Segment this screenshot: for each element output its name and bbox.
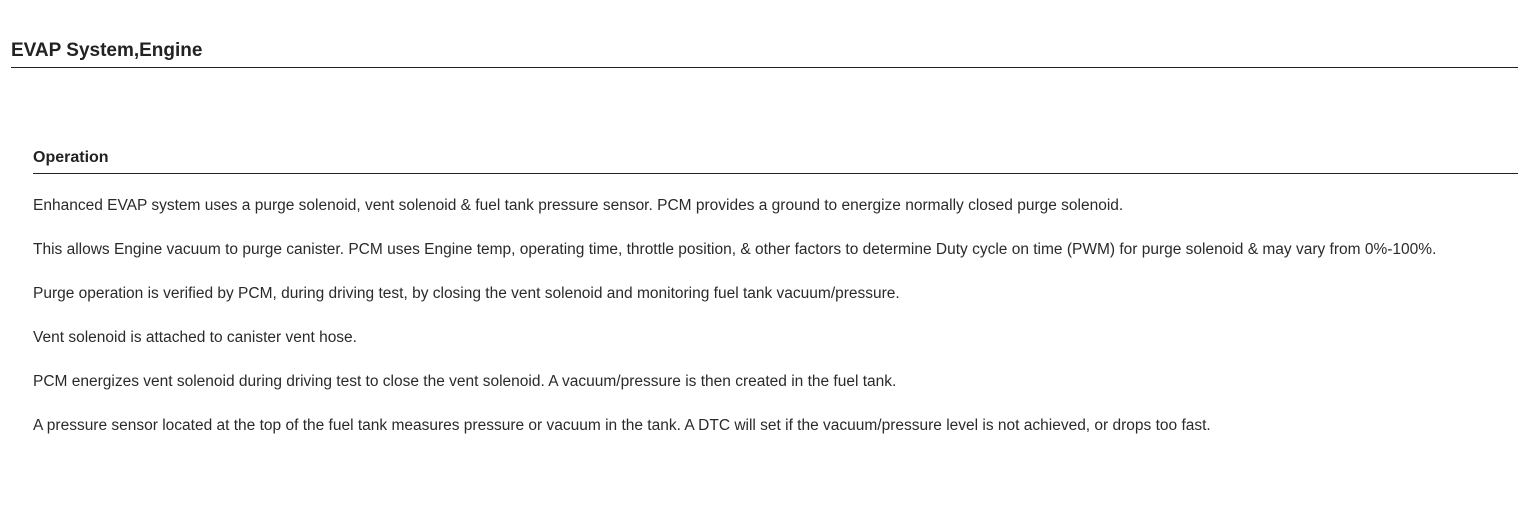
- paragraph-list: [33, 193, 1518, 439]
- operation-section: [33, 145, 1518, 457]
- paragraph-purge-solenoid: Enhanced EVAP system uses a purge solenoid, vent solenoid & fuel tank pressure sensor. PCM provides a ground to energize normally closed purge solenoid.: [33, 197, 1124, 214]
- section-title: Operation: [33, 149, 109, 166]
- paragraph-vent-energize: PCM energizes vent solenoid during driving test to close the vent solenoid. A vacuum/pressure is then created in the fuel tank.: [33, 373, 897, 390]
- section-heading: [33, 145, 1518, 174]
- paragraph-purge-verification: Purge operation is verified by PCM, during driving test, by closing the vent solenoid and monitoring fuel tank vacuum/pressure.: [33, 285, 900, 302]
- paragraph-pressure-sensor: A pressure sensor located at the top of the fuel tank measures pressure or vacuum in the tank. A DTC will set if the vacuum/pressure level is not achieved, or drops too fast.: [33, 417, 1211, 434]
- paragraph-engine-vacuum: This allows Engine vacuum to purge canister. PCM uses Engine temp, operating time, throttle position, & other factors to determine Duty cycle on time (PWM) for purge solenoid & may vary from 0%-100%.: [33, 241, 1437, 258]
- page-title: EVAP System,Engine: [11, 40, 203, 61]
- paragraph-vent-solenoid: Vent solenoid is attached to canister vent hose.: [33, 329, 357, 346]
- page-header: [11, 38, 1518, 68]
